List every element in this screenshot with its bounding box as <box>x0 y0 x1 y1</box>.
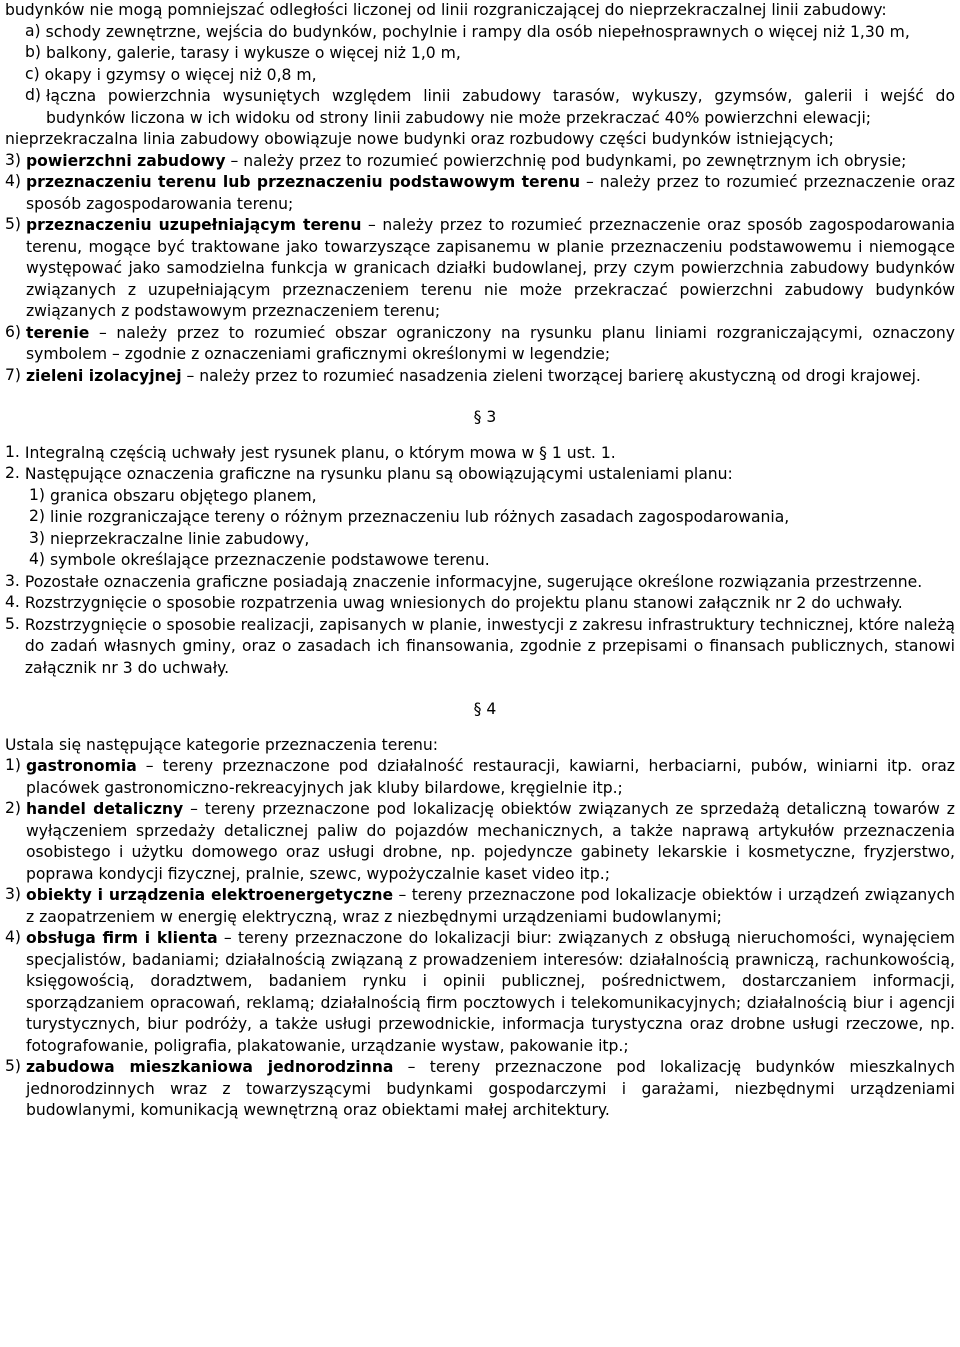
category-term: handel detaliczny <box>25 800 184 818</box>
section-lead: Ustala się następujące kategorie przeznaczenia terenu: <box>5 735 439 754</box>
definition-term: przeznaczeniu terenu lub przeznaczeniu podstawowym terenu <box>25 173 581 191</box>
definition-term: powierzchni zabudowy <box>25 151 226 170</box>
definition-term: przeznaczeniu uzupełniającym terenu <box>25 216 362 234</box>
category-item: 2) handel detaliczny – tereny przeznaczone pod lokalizację obiektów związanych ze sprzedażą detaliczną towarów z wyłączeniem sprzedaży detalicznej paliw do pojazdów mechanicznych, a także naprawą artykułów przeznaczenia osobistego i użytku domowego oraz usługi drobne, np. pojedyncze gabinety lekarskie i kosmetyczne, fryzjerstwo, poprawa kondycji fizycznej, pralnie, szewc, wypożyczalnie kaset video itp.; <box>5 799 955 883</box>
section-heading: § 4 <box>473 700 497 718</box>
intro-list <box>5 22 955 130</box>
definition-item: 5) przeznaczeniu uzupełniającym terenu – należy przez to rozumieć przeznaczenie oraz sposób zagospodarowania terenu, mogące być traktowane jako towarzyszące zapisanemu w planie przeznaczeniu podstawowemu i niemogące występować jako samodzielna funkcja w granicach działki budowlanej, przy czym powierzchnia zabudowy budynków związanych z uzupełniającym przeznaczeniem terenu nie może przekraczać powierzchni zabudowy budynków związanych z podstawowym przeznaczeniem terenu; <box>5 215 955 320</box>
category-term: gastronomia <box>25 757 137 775</box>
category-term: zabudowa mieszkaniowa jednorodzinna <box>25 1058 394 1076</box>
numbered-point: 1. Integralną częścią uchwały jest rysunek planu, o którym mowa w § 1 ust. 1. <box>5 442 616 462</box>
list-item: c) okapy i gzymsy o więcej niż 0,8 m, <box>25 64 317 84</box>
definition-term: terenie <box>25 323 90 342</box>
sub-list <box>5 486 955 572</box>
list-item: 2) linie rozgraniczające tereny o różnym przeznaczeniu lub różnych zasadach zagospodarowania, <box>29 507 790 526</box>
list-item: 1) granica obszaru objętego planem, <box>29 485 317 505</box>
section-3 <box>5 443 955 680</box>
section-heading: § 3 <box>473 408 497 426</box>
category-item: 4) obsługa firm i klienta – tereny przeznaczone do lokalizacji biur: związanych z obsługą nieruchomości, wynajęciem specjalistów, badaniami; działalnością związaną z prowadzeniem interesów: działalnością prawniczą, rachunkowością, księgowością, doradztwem, badaniem rynku i opinii publicznej, pośrednictwem, dostarczaniem informacji, sporządzaniem opracowań, reklamą; działalnością firm pocztowych i telekomunikacyjnych; działalnością biur i agencji turystycznych, biur podróży, a także usługi przewodnickie, informacja turystyczna oraz drobne usługi rzeczowe, np. fotografowanie, poligrafia, plakatowanie, urządzanie wystaw, pakowanie itp.; <box>5 928 956 1055</box>
list-item: 4) symbole określające przeznaczenie podstawowe terenu. <box>29 550 490 569</box>
category-item: 3) obiekty i urządzenia elektroenergetyczne – tereny przeznaczone pod lokalizacje obiektów i urządzeń związanych z zaopatrzeniem w energię elektryczną, wraz z niezbędnymi urządzeniami budowlanymi; <box>5 885 955 926</box>
category-term: obsługa firm i klienta <box>25 929 218 947</box>
numbered-point: 3. Pozostałe oznaczenia graficzne posiadają znaczenie informacyjne, sugerujące określone rozwiązania przestrzenne. <box>5 571 923 591</box>
definition-item: 4) przeznaczeniu terenu lub przeznaczeniu podstawowym terenu – należy przez to rozumieć przeznaczenie oraz sposób zagospodarowania terenu; <box>5 172 955 213</box>
list-item: b) balkony, galerie, tarasy i wykusze o więcej niż 1,0 m, <box>25 43 461 62</box>
numbered-point: 2. Następujące oznaczenia graficzne na rysunku planu są obowiązującymi ustaleniami planu: <box>5 464 733 483</box>
category-item: 5) zabudowa mieszkaniowa jednorodzinna – tereny przeznaczone pod lokalizację budynków mieszkalnych jednorodzinnych wraz z towarzyszącymi budynkami gospodarczymi i garażami, niezbędnymi urządzeniami budowlanymi, komunikacją wewnętrzną oraz obiektami małej architektury. <box>5 1057 955 1119</box>
intro-line: budynków nie mogą pomniejszać odległości liczonej od linii rozgraniczającej do nieprzekraczalnej linii zabudowy: <box>5 1 887 19</box>
document-page <box>5 0 955 1122</box>
list-item: a) schody zewnętrzne, wejścia do budynków, pochylnie i rampy dla osób niepełnosprawnych o więcej niż 1,30 m, <box>25 21 910 41</box>
numbered-point: 4. Rozstrzygnięcie o sposobie rozpatrzenia uwag wniesionych do projektu planu stanowi załącznik nr 2 do uchwały. <box>5 593 903 612</box>
list-item: 3) nieprzekraczalne linie zabudowy, <box>29 528 310 548</box>
numbered-point: 5. Rozstrzygnięcie o sposobie realizacji, zapisanych w planie, inwestycji z zakresu infrastruktury technicznej, które należą do zadań własnych gminy, oraz o zasadach ich finansowania, zgodnie z przepisami o finansach publicznych, stanowi załącznik nr 3 do uchwały. <box>5 614 955 677</box>
definition-item: 6) terenie – należy przez to rozumieć obszar ograniczony na rysunku planu liniami rozgraniczającymi, oznaczony symbolem – zgodnie z oznaczeniami graficznymi określonymi w legendzie; <box>5 322 955 363</box>
category-term: obiekty i urządzenia elektroenergetyczne <box>25 886 394 904</box>
definition-item: 7) zieleni izolacyjnej – należy przez to rozumieć nasadzenia zieleni tworzącej barierę akustyczną od drogi krajowej. <box>5 365 921 385</box>
section-4 <box>5 735 955 1122</box>
definitions-list <box>5 151 955 388</box>
definition-item: 3) powierzchni zabudowy – należy przez to rozumieć powierzchnię pod budynkami, po zewnętrznym ich obrysie; <box>5 150 907 170</box>
intro-after: nieprzekraczalna linia zabudowy obowiązuje nowe budynki oraz rozbudowy części budynków istniejących; <box>5 130 834 148</box>
list-item: d) łączna powierzchnia wysuniętych względem linii zabudowy tarasów, wykuszy, gzymsów, galerii i wejść do budynków liczona w ich widoku od strony linii zabudowy nie może przekraczać 40% powierzchni elewacji; <box>25 86 955 127</box>
category-item: 1) gastronomia – tereny przeznaczone pod działalność restauracji, kawiarni, herbaciarni, pubów, winiarni itp. oraz placówek gastronomiczno-rekreacyjnych jak kluby bilardowe, kręgielnie itp.; <box>5 756 955 797</box>
definition-term: zieleni izolacyjnej <box>25 366 182 385</box>
